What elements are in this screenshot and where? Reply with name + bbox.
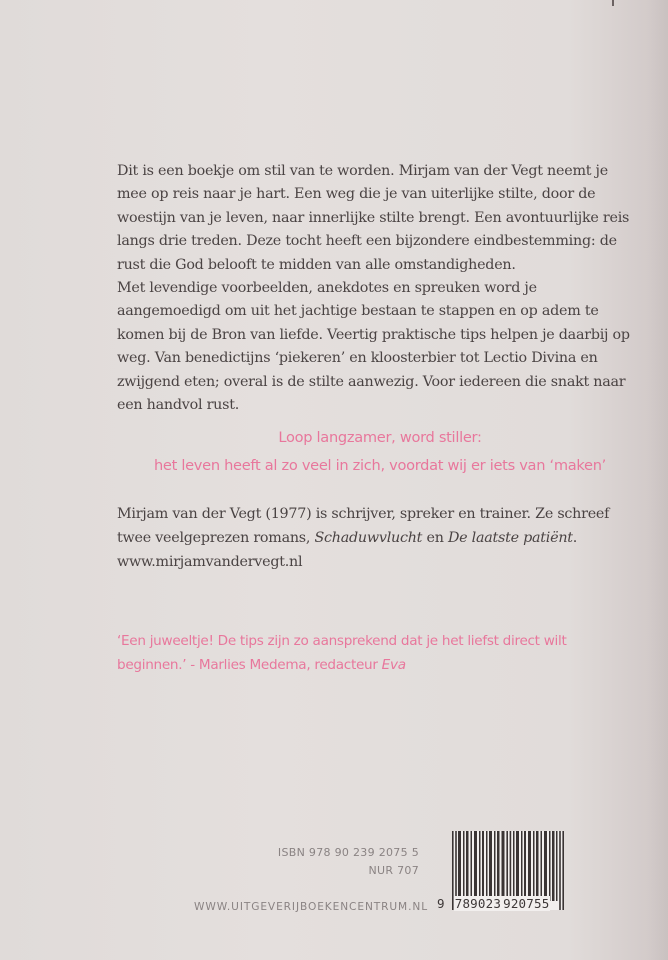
pull-quote — [100, 424, 660, 480]
publisher-url: WWW.UITGEVERIJBOEKENCENTRUM.NL — [194, 901, 428, 913]
barcode-group-1: 789023 — [454, 896, 502, 911]
review-quote — [117, 629, 637, 677]
novel-title-2: De laatste patiënt — [447, 530, 573, 546]
bio-conjunction: en — [422, 530, 448, 546]
review-magazine: Eva — [381, 657, 406, 673]
review-text — [117, 629, 637, 677]
review-body: ‘Een juweeltje! De tips zijn zo aansprekend dat je het liefst direct wilt beginnen.’ - Marlies Medema, redacteur — [117, 633, 567, 673]
barcode-lead-digit: 9 — [437, 896, 445, 911]
blurb — [117, 160, 637, 417]
author-bio — [117, 502, 637, 574]
blurb-paragraph-1: Dit is een boekje om stil van te worden. Mirjam van der Vegt neemt je mee op reis naar je hart. Een weg die je van uiterlijke stilte, door de woestijn van je leven, naar innerlijke stilte brengt. Een avontuurlijke reis langs drie treden. Deze tocht heeft een bijzondere eindbestemming: de rust die God belooft te midden van alle omstandigheden. — [117, 163, 630, 273]
novel-title-1: Schaduwvlucht — [314, 530, 423, 546]
author-website: www.mirjamvandervegt.nl — [117, 554, 303, 570]
nur-code: NUR 707 — [368, 864, 419, 877]
pull-quote-line-2: het leven heeft al zo veel in zich, voordat wij er iets van ‘maken’ — [153, 457, 606, 474]
corner-mark — [612, 0, 614, 6]
bio-end: . — [572, 530, 578, 546]
blurb-paragraph-2: Met levendige voorbeelden, anekdotes en spreuken word je aangemoedigd om uit het jachtige bestaan te stappen en op adem te komen bij de Bron van liefde. Veertig praktische tips helpen je daarbij op weg. Van benedictijns ‘piekeren’ en kloosterbier tot Lectio Divina en zwijgend eten; overal is de stilte aanwezig. Voor iedereen die snakt naar een handvol rust. — [117, 280, 630, 414]
isbn: ISBN 978 90 239 2075 5 — [277, 846, 419, 859]
barcode-digits — [437, 896, 550, 911]
bio-sentence: Mirjam van der Vegt (1977) is schrijver, spreker en trainer. Ze schreef twee veelgeprezen romans, — [117, 506, 610, 546]
pull-quote-line-1: Loop langzamer, word stiller: — [278, 429, 482, 446]
barcode-group-2: 920755 — [503, 896, 550, 911]
author-bio-text — [117, 502, 637, 550]
